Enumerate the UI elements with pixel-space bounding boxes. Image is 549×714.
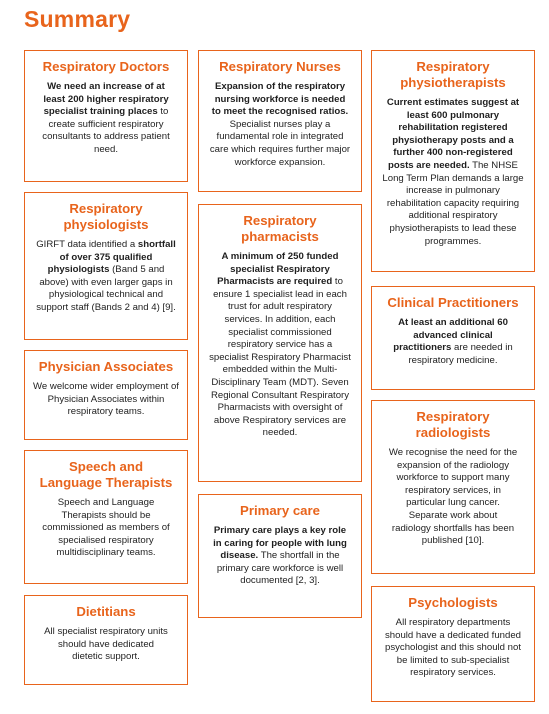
card-text: are needed in respiratory medicine. (408, 342, 513, 366)
card-respiratory-doctors (24, 50, 188, 182)
card-body (37, 81, 175, 157)
card-dietitians (24, 595, 188, 685)
card-text: to create sufficient respiratory consultants to address patient need. (42, 106, 170, 155)
card-heading: Primary care (240, 503, 320, 518)
card-body (382, 97, 524, 248)
card-text: We recognise the need for the expansion of the radiology workforce to support many respiratory services, in particular lung cancer. Separate work about radiology shortfalls has been published [10]. (388, 447, 518, 547)
card-heading: Respiratory physiologists (63, 201, 149, 232)
card-heading: Speech and Language Therapists (39, 459, 173, 490)
card-primary-care (198, 494, 362, 618)
card-text: Specialist nurses play a fundamental role in integrated care which requires further major workforce expansion. (209, 118, 351, 168)
card-body (384, 317, 522, 367)
card-heading: Clinical Practitioners (387, 295, 519, 310)
card-heading: Respiratory pharmacists (241, 213, 319, 244)
card-bold-text: A minimum of 250 funded specialist Respiratory Pharmacists are required (217, 251, 339, 288)
card-text-after: (Band 5 and above) with even larger gaps in physiological technical and support staff (Bands 2 and 4) [9]. (36, 264, 176, 313)
card-heading: Respiratory Nurses (219, 59, 341, 74)
page-title: Summary (24, 6, 131, 32)
card-body (209, 81, 351, 169)
card-physician-associates (24, 350, 188, 440)
card-respiratory-physiotherapists (371, 50, 535, 272)
card-respiratory-nurses (198, 50, 362, 192)
card-text: The shortfall in the primary care workforce is well documented [2, 3]. (216, 550, 344, 587)
card-body (209, 251, 351, 440)
card-psychologists (371, 586, 535, 702)
card-clinical-practitioners (371, 286, 535, 390)
card-bold-text: Primary care plays a key role in caring for people with lung disease. (213, 525, 347, 562)
card-bold-text: Current estimates suggest at least 600 pulmonary rehabilitation registered physiotherapy posts and a further 400 non-registered posts are needed. (386, 97, 520, 171)
card-text: We welcome wider employment of Physician Associates within respiratory teams. (33, 381, 179, 418)
card-body (35, 239, 177, 315)
card-text: All respiratory departments should have a dedicated funded psychologist and this should not be limited to sub-specialist respiratory services. (384, 617, 522, 679)
card-heading: Respiratory physiotherapists (400, 59, 506, 90)
card-heading: Respiratory radiologists (415, 409, 491, 440)
card-bold-text: We need an increase of at least 200 higher respiratory specialist training places (43, 81, 169, 118)
card-text: Speech and Language Therapists should be commissioned as members of specialised respiratory multidisciplinary teams. (42, 497, 170, 559)
card-heading: Respiratory Doctors (42, 59, 170, 74)
card-bold-text: At least an additional 60 advanced clinical practitioners (393, 317, 508, 354)
card-text-before: GIRFT data identified a (36, 239, 136, 250)
card-respiratory-radiologists (371, 400, 535, 574)
card-text: All specialist respiratory units should have dedicated dietetic support. (44, 626, 168, 663)
card-body (213, 525, 347, 588)
card-speech-language-therapists (24, 450, 188, 584)
card-respiratory-pharmacists (198, 204, 362, 482)
card-text: The NHSE Long Term Plan demands a large increase in pulmonary rehabilitation capacity requiring additional respiratory physiotherapists to lead these programmes. (382, 159, 524, 247)
card-bold-text: shortfall of over 375 qualified physiologists (47, 239, 176, 276)
card-heading: Physician Associates (38, 359, 174, 374)
card-text: to ensure 1 specialist lead in each trust for adult respiratory services. In addition, each specialist commissioned respiratory service has a specialist Respiratory Pharmacist embedded within the Multi-Disciplinary Team (MDT). Seven Regional Consultant Respiratory Pharmacists with oversight of above Respiratory services are needed. (209, 276, 351, 439)
card-heading: Psychologists (408, 595, 498, 610)
card-bold-text: Expansion of the respiratory nursing workforce is needed to meet the recognised ratios. (211, 81, 349, 118)
card-respiratory-physiologists (24, 192, 188, 340)
card-heading: Dietitians (76, 604, 136, 619)
